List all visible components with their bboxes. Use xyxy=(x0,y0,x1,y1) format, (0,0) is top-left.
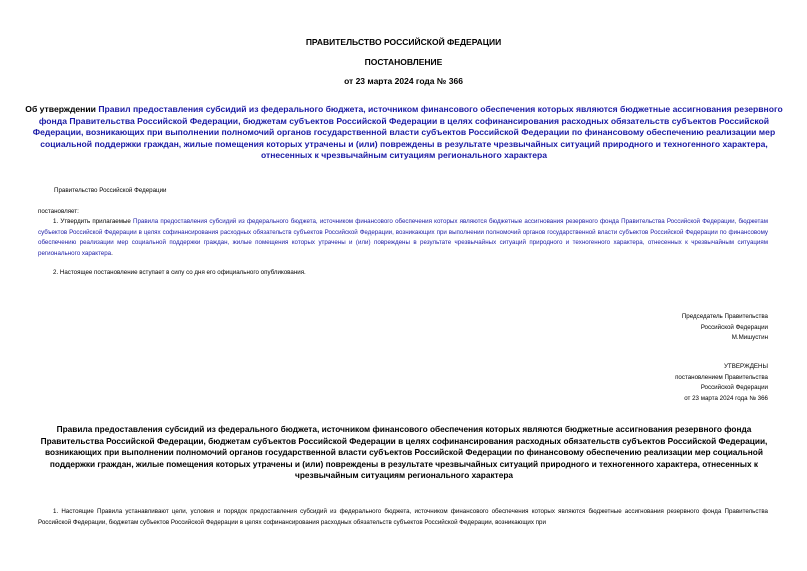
title-prefix: Об утверждении xyxy=(25,104,96,114)
approval-by: постановлением Правительства xyxy=(675,373,768,381)
rules-item-1: 1. Настоящие Правила устанавливают цели, условия и порядок предоставления субсидий из федерального бюджета, источником финансового обеспечения которых являются бюджетные ассигнования резервного фонда Правительства Российской Федерации, бюджетам субъектов Российской Федерации в целях софинансирования расходных обязательств субъектов Российской Федерации, возникающих при xyxy=(38,508,768,526)
document-title xyxy=(22,104,786,162)
rules-title: Правила предоставления субсидий из федерального бюджета, источником финансового обеспечения которых являются бюджетные ассигнования резервного фонда Правительства Российской Федерации, бюджетам субъектов Российской Федерации в целях софинансирования расходных обязательств субъектов Российской Федерации, возникающих при выполнении полномочий органов государственной власти субъектов Российской Федерации по финансовому обеспечению реализации мер социальной поддержки граждан, жилые помещения которых утрачены и (или) повреждены в результате чрезвычайных ситуаций природного и техногенного характера, отнесенных к чрезвычайным ситуациям регионального характера xyxy=(40,424,768,481)
approval-block xyxy=(468,362,768,404)
resolution-item-1 xyxy=(38,217,768,259)
title-rules-link[interactable]: Правил предоставления субсидий из федерального бюджета, источником финансового обеспечения которых являются бюджетные ассигнования резервного фонда Правительства Российской Федерации, бюджетам субъектов Российской Федерации в целях софинансирования расходных обязательств субъектов Российской Федерации, возникающих при выполнении полномочий органов государственной власти субъектов Российской Федерации по финансовому обеспечению реализации мер социальной поддержки граждан, жилые помещения которых утрачены и (или) повреждены в результате чрезвычайных ситуаций природного и техногенного характера, отнесенных к чрезвычайным ситуациям регионального характера xyxy=(32,104,783,161)
approval-date: от 23 марта 2024 года № 366 xyxy=(684,394,768,402)
document-type-heading: ПОСТАНОВЛЕНИЕ xyxy=(364,57,443,67)
approval-org: Российской Федерации xyxy=(700,384,768,392)
government-heading: ПРАВИТЕЛЬСТВО РОССИЙСКОЙ ФЕДЕРАЦИИ xyxy=(305,37,502,47)
resolution-item-2: 2. Настоящее постановление вступает в силу со дня его официального опубликования. xyxy=(53,269,306,276)
signature-org: Российской Федерации xyxy=(700,323,768,331)
item1-suffix: . xyxy=(111,249,113,257)
item1-prefix: 1. Утвердить прилагаемые xyxy=(53,218,131,225)
approval-status: УТВЕРЖДЕНЫ xyxy=(724,363,768,370)
issuer-text: Правительство Российской Федерации xyxy=(54,187,167,194)
signature-name: М.Мишустин xyxy=(731,334,768,342)
resolves-text: постановляет: xyxy=(38,208,79,215)
signature-block xyxy=(468,312,768,344)
signature-title: Председатель Правительства xyxy=(681,313,768,320)
item1-rules-link[interactable]: Правила предоставления субсидий из федерального бюджета, источником финансового обеспечения которых являются бюджетные ассигнования резервного фонда Правительства Российской Федерации, бюджетам субъектов Российской Федерации в целях софинансирования расходных обязательств субъектов Российской Федерации, возникающих при выполнении полномочий органов государственной власти субъектов Российской Федерации по финансовому обеспечению реализации мер социальной поддержки граждан, жилые помещения которых утрачены и (или) повреждены в результате чрезвычайных ситуаций природного и техногенного характера, отнесенных к чрезвычайным ситуациям регионального характера xyxy=(38,218,768,257)
date-number-heading: от 23 марта 2024 года № 366 xyxy=(344,76,463,86)
